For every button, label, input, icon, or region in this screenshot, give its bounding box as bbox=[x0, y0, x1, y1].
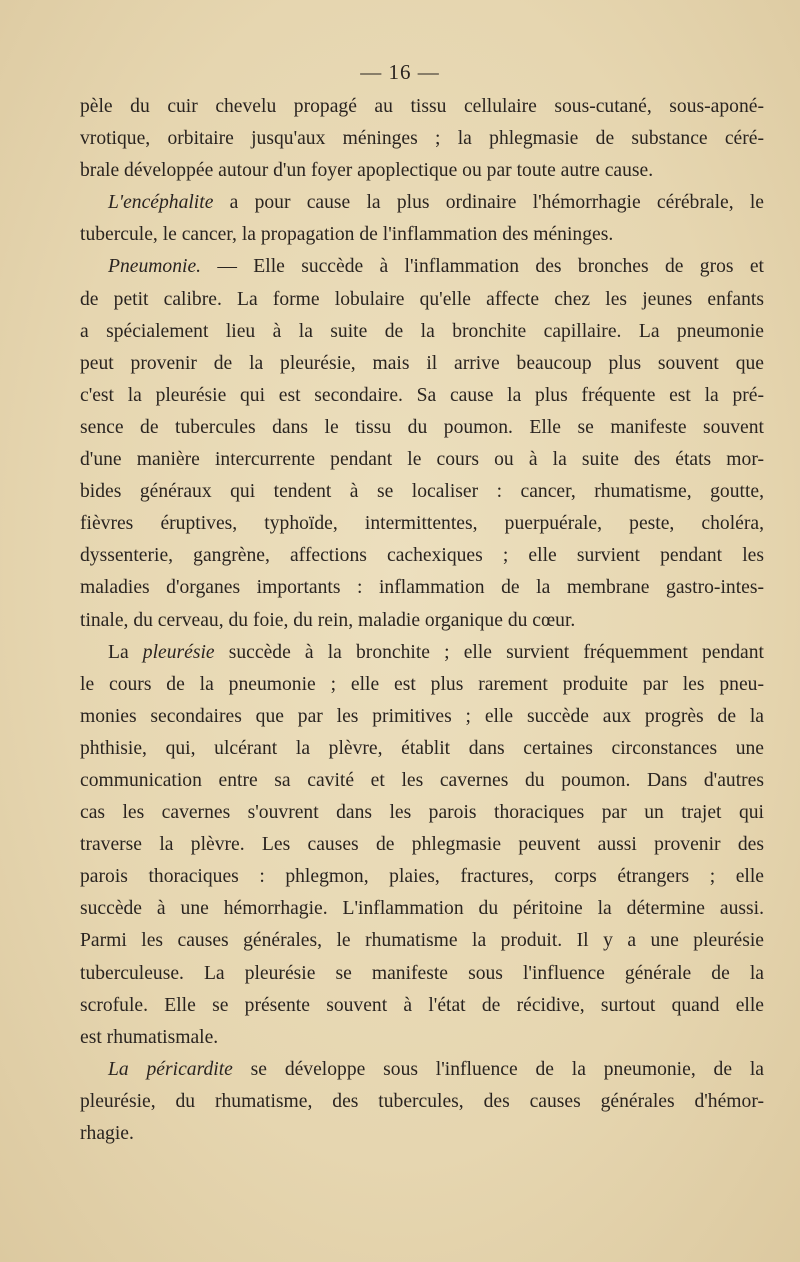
text-line: traverse la plèvre. Les causes de phlegmasie peuvent aussi provenir des bbox=[80, 834, 764, 856]
italic-term: L'encéphalite bbox=[108, 192, 214, 214]
text-line: de petit calibre. La forme lobulaire qu'elle affecte chez les jeunes enfants bbox=[80, 288, 764, 310]
page-number: — 16 — bbox=[360, 60, 440, 84]
text-line: scrofule. Elle se présente souvent à l'état de récidive, surtout quand elle bbox=[80, 994, 764, 1016]
text-line: fièvres éruptives, typhoïde, intermittentes, puerpuérale, peste, choléra, bbox=[80, 513, 764, 535]
text-line: pèle du cuir chevelu propagé au tissu cellulaire sous-cutané, sous-aponé- bbox=[80, 96, 764, 117]
text-line: vrotique, orbitaire jusqu'aux méninges ; la phlegmasie de substance céré- bbox=[80, 128, 764, 150]
text-line: tuberculeuse. La pleurésie se manifeste sous l'influence générale de la bbox=[80, 962, 764, 984]
text-line: tubercule, le cancer, la propagation de l'inflammation des méninges. bbox=[80, 224, 614, 246]
body-text bbox=[80, 91, 764, 1150]
text-line: sence de tubercules dans le tissu du poumon. Elle se manifeste souvent bbox=[80, 416, 764, 438]
text-line: maladies d'organes importants : inflammation de la membrane gastro-intes- bbox=[80, 577, 764, 599]
text-line: pleurésie, du rhumatisme, des tubercules, des causes générales d'hémor- bbox=[80, 1090, 764, 1112]
text-line: Parmi les causes générales, le rhumatisme la produit. Il y a une pleurésie bbox=[80, 930, 764, 952]
text-line: Pneumonie. — Elle succède à l'inflammation des bronches de gros et bbox=[108, 256, 764, 278]
italic-term: Pneumonie. bbox=[108, 256, 202, 278]
paragraph bbox=[80, 187, 764, 251]
text-line: d'une manière intercurrente pendant le cours ou à la suite des états mor- bbox=[80, 449, 764, 471]
paragraph bbox=[80, 637, 764, 1054]
text-line: c'est la pleurésie qui est secondaire. Sa cause la plus fréquente est la pré- bbox=[80, 384, 764, 406]
paragraph bbox=[80, 91, 764, 187]
text-line: phthisie, qui, ulcérant la plèvre, établit dans certaines circonstances une bbox=[80, 737, 764, 759]
text-line: monies secondaires que par les primitives ; elle succède aux progrès de la bbox=[80, 705, 764, 727]
text-line: communication entre sa cavité et les cavernes du poumon. Dans d'autres bbox=[80, 769, 764, 791]
text-line: brale développée autour d'un foyer apoplectique ou par toute autre cause. bbox=[80, 160, 654, 182]
text-line: rhagie. bbox=[80, 1123, 134, 1144]
text-line: La péricardite se développe sous l'influence de la pneumonie, de la bbox=[108, 1058, 764, 1080]
text-line: parois thoraciques : phlegmon, plaies, fractures, corps étrangers ; elle bbox=[80, 866, 764, 888]
paragraph bbox=[80, 1054, 764, 1150]
text-line: succède à une hémorrhagie. L'inflammation du péritoine la détermine aussi. bbox=[80, 898, 764, 920]
italic-term: pleurésie bbox=[142, 641, 215, 663]
text-line: L'encéphalite a pour cause la plus ordinaire l'hémorrhagie cérébrale, le bbox=[108, 192, 764, 214]
text-line: bides généraux qui tendent à se localiser : cancer, rhumatisme, goutte, bbox=[80, 481, 764, 503]
text-line: est rhumatismale. bbox=[80, 1026, 219, 1048]
text-line: a spécialement lieu à la suite de la bronchite capillaire. La pneumonie bbox=[80, 320, 764, 342]
text-line: dyssenterie, gangrène, affections cachexiques ; elle survient pendant les bbox=[80, 545, 764, 567]
text-line: le cours de la pneumonie ; elle est plus rarement produite par les pneu- bbox=[80, 673, 764, 695]
text-line: cas les cavernes s'ouvrent dans les parois thoraciques par un trajet qui bbox=[80, 802, 764, 824]
italic-term: La péricardite bbox=[108, 1058, 233, 1080]
text-line: La pleurésie succède à la bronchite ; elle survient fréquemment pendant bbox=[108, 641, 764, 663]
paragraph bbox=[80, 251, 764, 636]
text-line: tinale, du cerveau, du foie, du rein, maladie organique du cœur. bbox=[80, 609, 576, 631]
text-line: peut provenir de la pleurésie, mais il arrive beaucoup plus souvent que bbox=[80, 352, 764, 374]
